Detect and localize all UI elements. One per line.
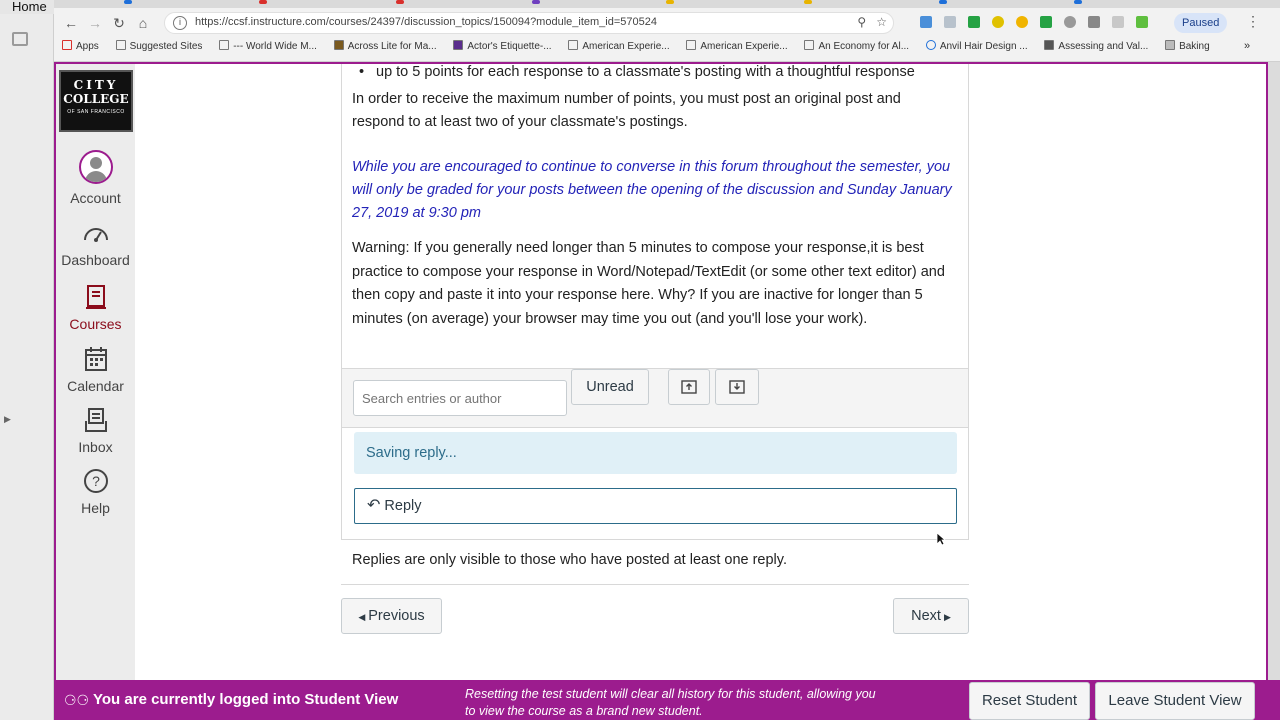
browser-menu-icon[interactable]: ⋮ <box>1246 13 1260 29</box>
back-icon[interactable]: ← <box>64 15 78 31</box>
extension-icon[interactable] <box>920 16 932 28</box>
bookmark-item[interactable]: Anvil Hair Design ... <box>926 40 1028 52</box>
replies-visibility-note: Replies are only visible to those who have posted at least one reply. <box>352 552 787 568</box>
reload-icon[interactable]: ↻ <box>113 15 125 31</box>
bookmark-item[interactable]: American Experie... <box>686 40 787 52</box>
os-left-toolbar <box>0 14 54 720</box>
bookmark-item[interactable]: Suggested Sites <box>116 40 203 52</box>
college-logo[interactable]: CITY COLLEGE OF SAN FRANCISCO <box>59 70 133 132</box>
home-icon[interactable]: ⌂ <box>138 15 148 31</box>
url-actions <box>857 15 887 29</box>
extension-icon[interactable] <box>1088 16 1100 28</box>
bookmark-item[interactable]: --- World Wide M... <box>219 40 317 52</box>
collapse-icon <box>681 380 697 394</box>
discussion-post <box>341 64 969 370</box>
os-home-label[interactable]: Home <box>12 0 47 14</box>
forward-icon[interactable]: → <box>88 15 102 31</box>
save-icon[interactable] <box>12 32 28 46</box>
reply-area <box>341 428 969 540</box>
bookmark-item[interactable]: Apps <box>62 40 99 52</box>
expand-arrow-icon[interactable]: ▶ <box>4 414 11 424</box>
student-view-bar <box>54 680 1280 720</box>
global-nav <box>56 64 135 680</box>
address-bar[interactable] <box>164 12 894 34</box>
bookmark-item[interactable]: Assessing and Val... <box>1044 40 1148 52</box>
discussion-toolbar <box>341 368 969 428</box>
courses-icon <box>84 284 108 310</box>
extension-icon[interactable] <box>1040 16 1052 28</box>
extension-icon[interactable] <box>1016 16 1028 28</box>
bookmark-item[interactable]: An Economy for Al... <box>804 40 909 52</box>
reply-button[interactable]: ↶ Reply <box>354 488 957 524</box>
browser-chrome <box>54 0 1280 62</box>
mouse-cursor-icon <box>936 532 946 546</box>
svg-text:?: ? <box>91 473 100 489</box>
tab-strip[interactable] <box>54 0 1280 8</box>
bookmark-folder[interactable]: Baking <box>1165 40 1210 52</box>
nav-help[interactable]: ? Help <box>56 468 135 516</box>
canvas-app <box>54 62 1268 680</box>
post-paragraph: In order to receive the maximum number of points, you must post an original post and respond to at least two of your classmate's postings. <box>352 91 901 130</box>
nav-account[interactable]: Account <box>56 150 135 206</box>
extension-icon[interactable] <box>1136 16 1148 28</box>
grading-bullet: • up to 5 points for each response to a classmate's posting with a thoughtful response <box>362 64 915 80</box>
profile-paused-badge[interactable]: Paused <box>1174 13 1227 33</box>
nav-courses[interactable]: Courses <box>56 284 135 332</box>
bookmark-item[interactable]: Across Lite for Ma... <box>334 40 437 52</box>
caret-right-icon: ▶ <box>943 612 951 622</box>
nav-inbox[interactable]: Inbox <box>56 407 135 455</box>
reply-arrow-icon: ↶ <box>367 497 381 514</box>
grading-deadline-paragraph: While you are encouraged to continue to converse in this forum throughout the semester, you will only be graded for your posts between the opening of the discussion and Sunday January 27, 2019 at 9:30 pm <box>352 159 952 221</box>
bookmarks-overflow-icon[interactable]: » <box>1244 40 1251 52</box>
site-info-icon[interactable]: i <box>173 16 187 30</box>
url-text[interactable]: https://ccsf.instructure.com/courses/24397/discussion_topics/150094?module_item_id=570524 <box>195 16 657 28</box>
bookmark-item[interactable]: Actor's Etiquette-... <box>453 40 551 52</box>
calendar-icon <box>84 346 108 372</box>
bookmark-item[interactable]: American Experie... <box>568 40 669 52</box>
nav-dashboard[interactable]: Dashboard <box>56 222 135 268</box>
unread-button[interactable]: Unread <box>571 369 649 405</box>
next-button[interactable]: Next ▶ <box>893 598 969 634</box>
glasses-icon: ⚆⚆ <box>64 692 90 708</box>
extension-icon[interactable] <box>1064 16 1076 28</box>
divider <box>341 584 969 585</box>
dashboard-icon <box>82 222 110 246</box>
warning-paragraph: Warning: If you generally need longer than 5 minutes to compose your response,it is best practice to compose your response in Word/Notepad/TextEdit (or some other text editor) and then copy and paste it into your response here. Why? If you are inactive for longer than 5 minutes (on average) your browser may time you out (and you'll lose your work). <box>352 240 945 327</box>
caret-left-icon: ◀ <box>358 612 366 622</box>
inbox-icon <box>84 407 108 433</box>
search-entries-input[interactable] <box>353 380 567 416</box>
reset-student-button[interactable]: Reset Student <box>969 682 1090 720</box>
help-icon <box>83 468 109 494</box>
extension-icon[interactable] <box>968 16 980 28</box>
saving-reply-alert: Saving reply... <box>354 432 957 474</box>
zoom-icon[interactable]: ⚲ <box>857 15 867 29</box>
collapse-replies-button[interactable] <box>668 369 710 405</box>
bookmark-star-icon[interactable]: ☆ <box>876 15 887 29</box>
expand-replies-button[interactable] <box>715 369 759 405</box>
reset-student-note: Resetting the test student will clear all history for this student, allowing you to view the course as a brand new student. <box>465 687 876 718</box>
extension-icon[interactable] <box>992 16 1004 28</box>
account-avatar <box>79 150 113 184</box>
expand-icon <box>729 380 745 394</box>
extension-icon[interactable] <box>1112 16 1124 28</box>
bookmarks-bar <box>62 40 1224 56</box>
leave-student-view-button[interactable]: Leave Student View <box>1095 682 1255 720</box>
student-view-message: You are currently logged into Student View <box>93 691 399 708</box>
nav-calendar[interactable]: Calendar <box>56 346 135 394</box>
previous-button[interactable]: ◀ Previous <box>341 598 442 634</box>
extension-icon[interactable] <box>944 16 956 28</box>
